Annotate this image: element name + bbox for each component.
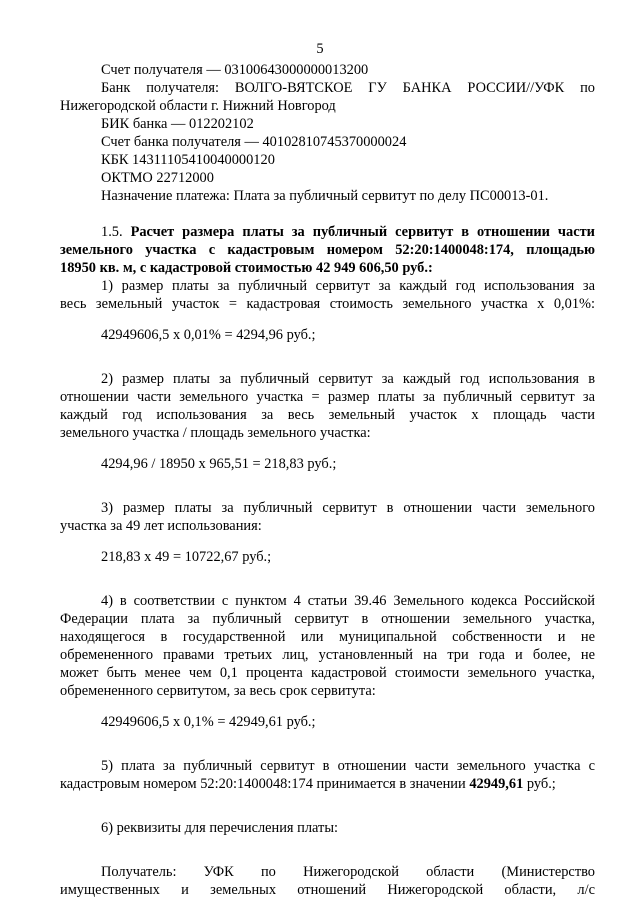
spacer [60, 566, 595, 579]
item-6: 6) реквизиты для перечисления платы: [101, 820, 338, 836]
formula-3: 218,83 х 49 = 10722,67 руб.; [101, 549, 272, 565]
item-4-line4: обремененного правами третьих лиц, установленный на три года и более, не [60, 647, 595, 663]
recipient-account: Счет получателя — 03100643000000013200 [101, 62, 369, 78]
item-5-line1: 5) плата за публичный сервитут в отношении части земельного участка с [101, 758, 595, 774]
item-4-line6: обремененного сервитутом, за весь срок сервитута: [60, 683, 376, 699]
item-3 [60, 499, 595, 535]
item-2-line1: 2) размер платы за публичный сервитут за каждый год использования в [101, 371, 595, 387]
recipient-line2: имущественных и земельных отношений Нижегородской области, л/с [60, 882, 595, 898]
kbk-code: КБК 14311105410040000120 [101, 152, 275, 168]
formula-2: 4294,96 / 18950 х 965,51 = 218,83 руб.; [101, 456, 337, 472]
payment-requisites-top [60, 61, 595, 205]
spacer [60, 850, 595, 863]
spacer [60, 837, 595, 850]
spacer [60, 731, 595, 744]
item-2 [60, 370, 595, 442]
spacer [60, 357, 595, 370]
spacer [60, 793, 595, 806]
spacer [60, 473, 595, 486]
spacer [60, 442, 595, 455]
item-4-line3: находящегося в государственной или муниципальной собственности и не [60, 629, 595, 645]
section-number: 1.5. [101, 224, 123, 240]
section-title-part1: Расчет размера платы за публичный сервитут в отношении части [130, 224, 595, 240]
item-5-currency: руб.; [523, 776, 556, 792]
page-number: 5 [316, 41, 324, 57]
spacer [60, 744, 595, 757]
spacer [60, 806, 595, 819]
item-4-line5: может быть менее чем 0,1 процента кадастровой стоимости земельного участка, [60, 665, 595, 681]
section-heading-line2: земельного участка с кадастровым номером 52:20:1400048:174, площадью [60, 242, 595, 258]
bank-account: Счет банка получателя — 40102810745370000024 [101, 134, 407, 150]
section-heading-line1 [60, 223, 595, 241]
spacer [60, 344, 595, 357]
formula-1: 42949606,5 х 0,01% = 4294,96 руб.; [101, 327, 316, 343]
recipient-line1: Получатель: УФК по Нижегородской области (Министерство [101, 864, 595, 880]
item-3-line2: участка за 49 лет использования: [60, 518, 262, 534]
item-2-line4: земельного участка / площадь земельного участка: [60, 425, 371, 441]
page-content [60, 61, 595, 899]
item-3-line1: 3) размер платы за публичный сервитут в отношении части земельного [101, 500, 595, 516]
section-heading [60, 223, 595, 277]
bank-bik: БИК банка — 012202102 [101, 116, 254, 132]
spacer [60, 700, 595, 713]
spacer [60, 313, 595, 326]
final-fee-amount: 42949,61 [469, 776, 524, 792]
item-4 [60, 592, 595, 700]
item-4-line1: 4) в соответствии с пунктом 4 статьи 39.46 Земельного кодекса Российской [101, 593, 595, 609]
item-5-line2 [60, 775, 595, 793]
item-1 [60, 277, 595, 313]
spacer [60, 486, 595, 499]
recipient-block [60, 863, 595, 899]
formula-4: 42949606,5 х 0,1% = 42949,61 руб.; [101, 714, 316, 730]
item-2-line2: отношении части земельного участка = размер платы за публичный сервитут за [60, 389, 595, 405]
oktmo-code: ОКТМО 22712000 [101, 170, 214, 186]
item-4-line2: Федерации плата за публичный сервитут в отношении земельного участка, [60, 611, 595, 627]
item-5-text: кадастровым номером 52:20:1400048:174 принимается в значении [60, 776, 470, 792]
payment-purpose: Назначение платежа: Плата за публичный сервитут по делу ПС00013-01. [101, 188, 549, 204]
item-1-line2: весь земельный участок = кадастровая стоимость земельного участка х 0,01%: [60, 296, 595, 312]
spacer [60, 579, 595, 592]
item-1-line1: 1) размер платы за публичный сервитут за каждый год использования за [101, 278, 595, 294]
item-5 [60, 757, 595, 793]
recipient-bank-line1: Банк получателя: ВОЛГО-ВЯТСКОЕ ГУ БАНКА РОССИИ//УФК по [101, 80, 595, 96]
section-heading-line3: 18950 кв. м, с кадастровой стоимостью 42 949 606,50 руб.: [60, 260, 433, 276]
recipient-bank-line2: Нижегородской области г. Нижний Новгород [60, 98, 336, 114]
spacer [60, 535, 595, 548]
spacer [60, 205, 595, 223]
item-2-line3: каждый год использования за весь земельный участок х площадь части [60, 407, 595, 423]
